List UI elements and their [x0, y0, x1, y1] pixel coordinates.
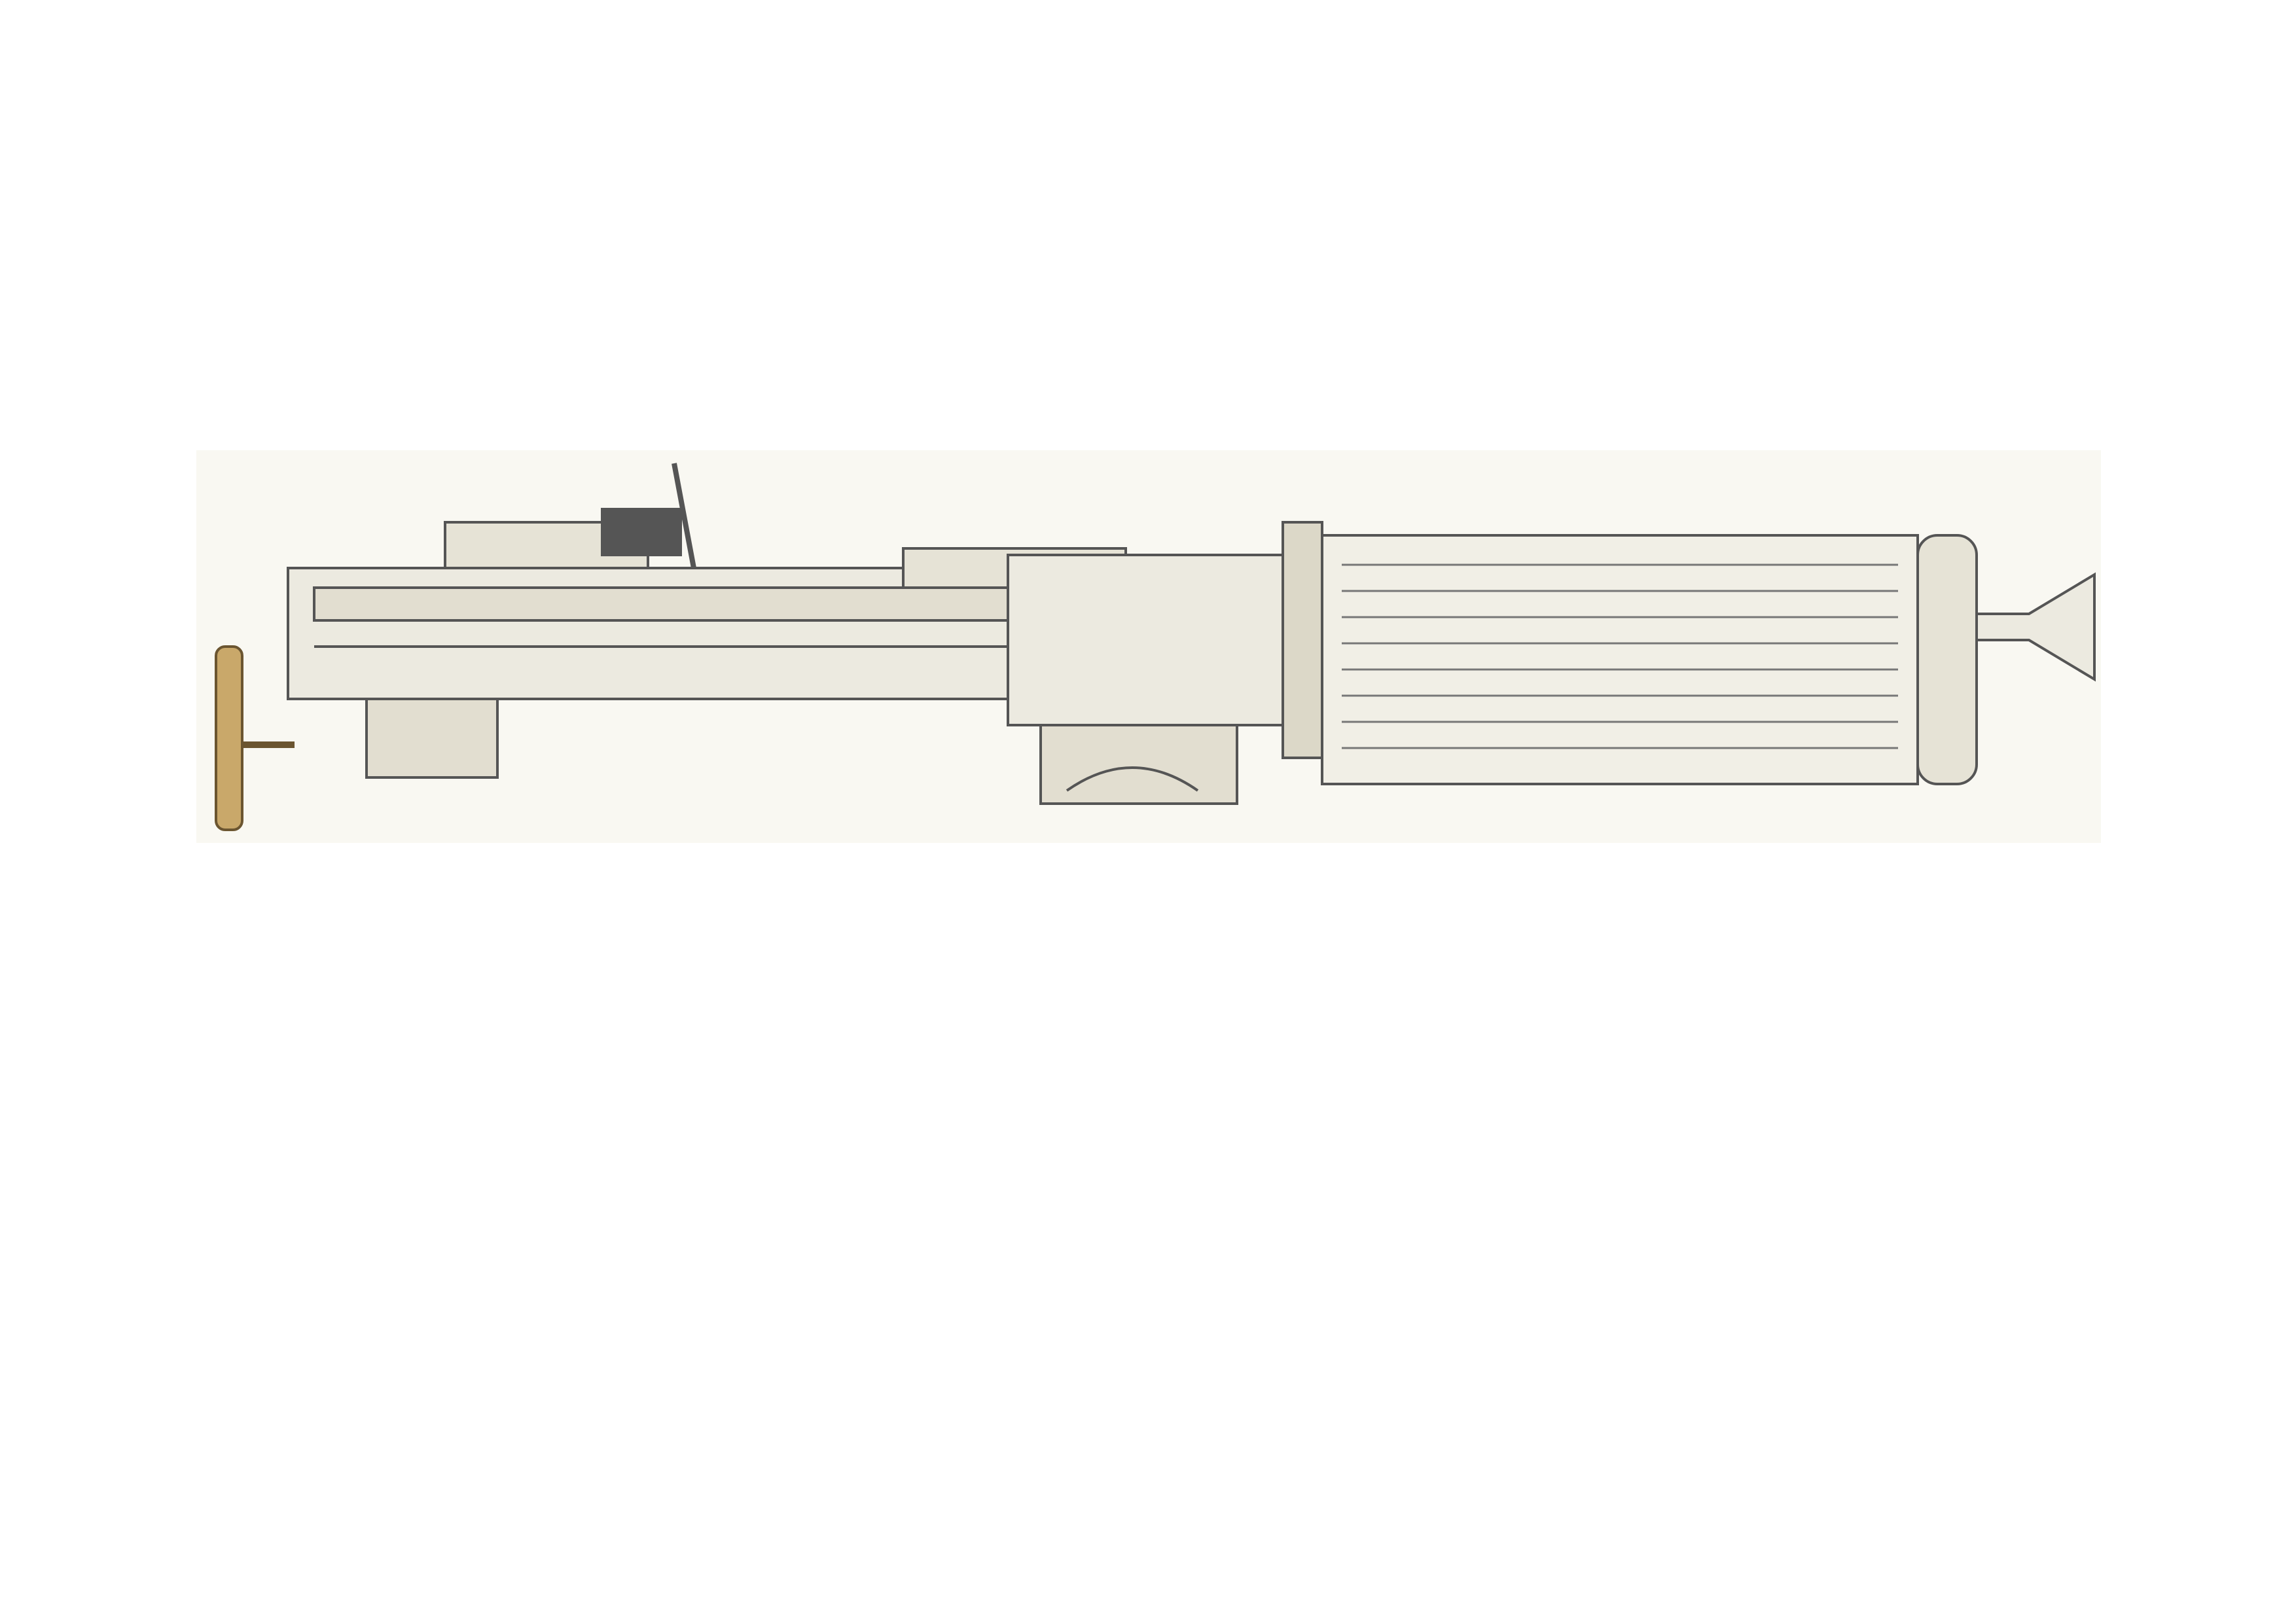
machine-gun-diagram: [196, 450, 2101, 843]
